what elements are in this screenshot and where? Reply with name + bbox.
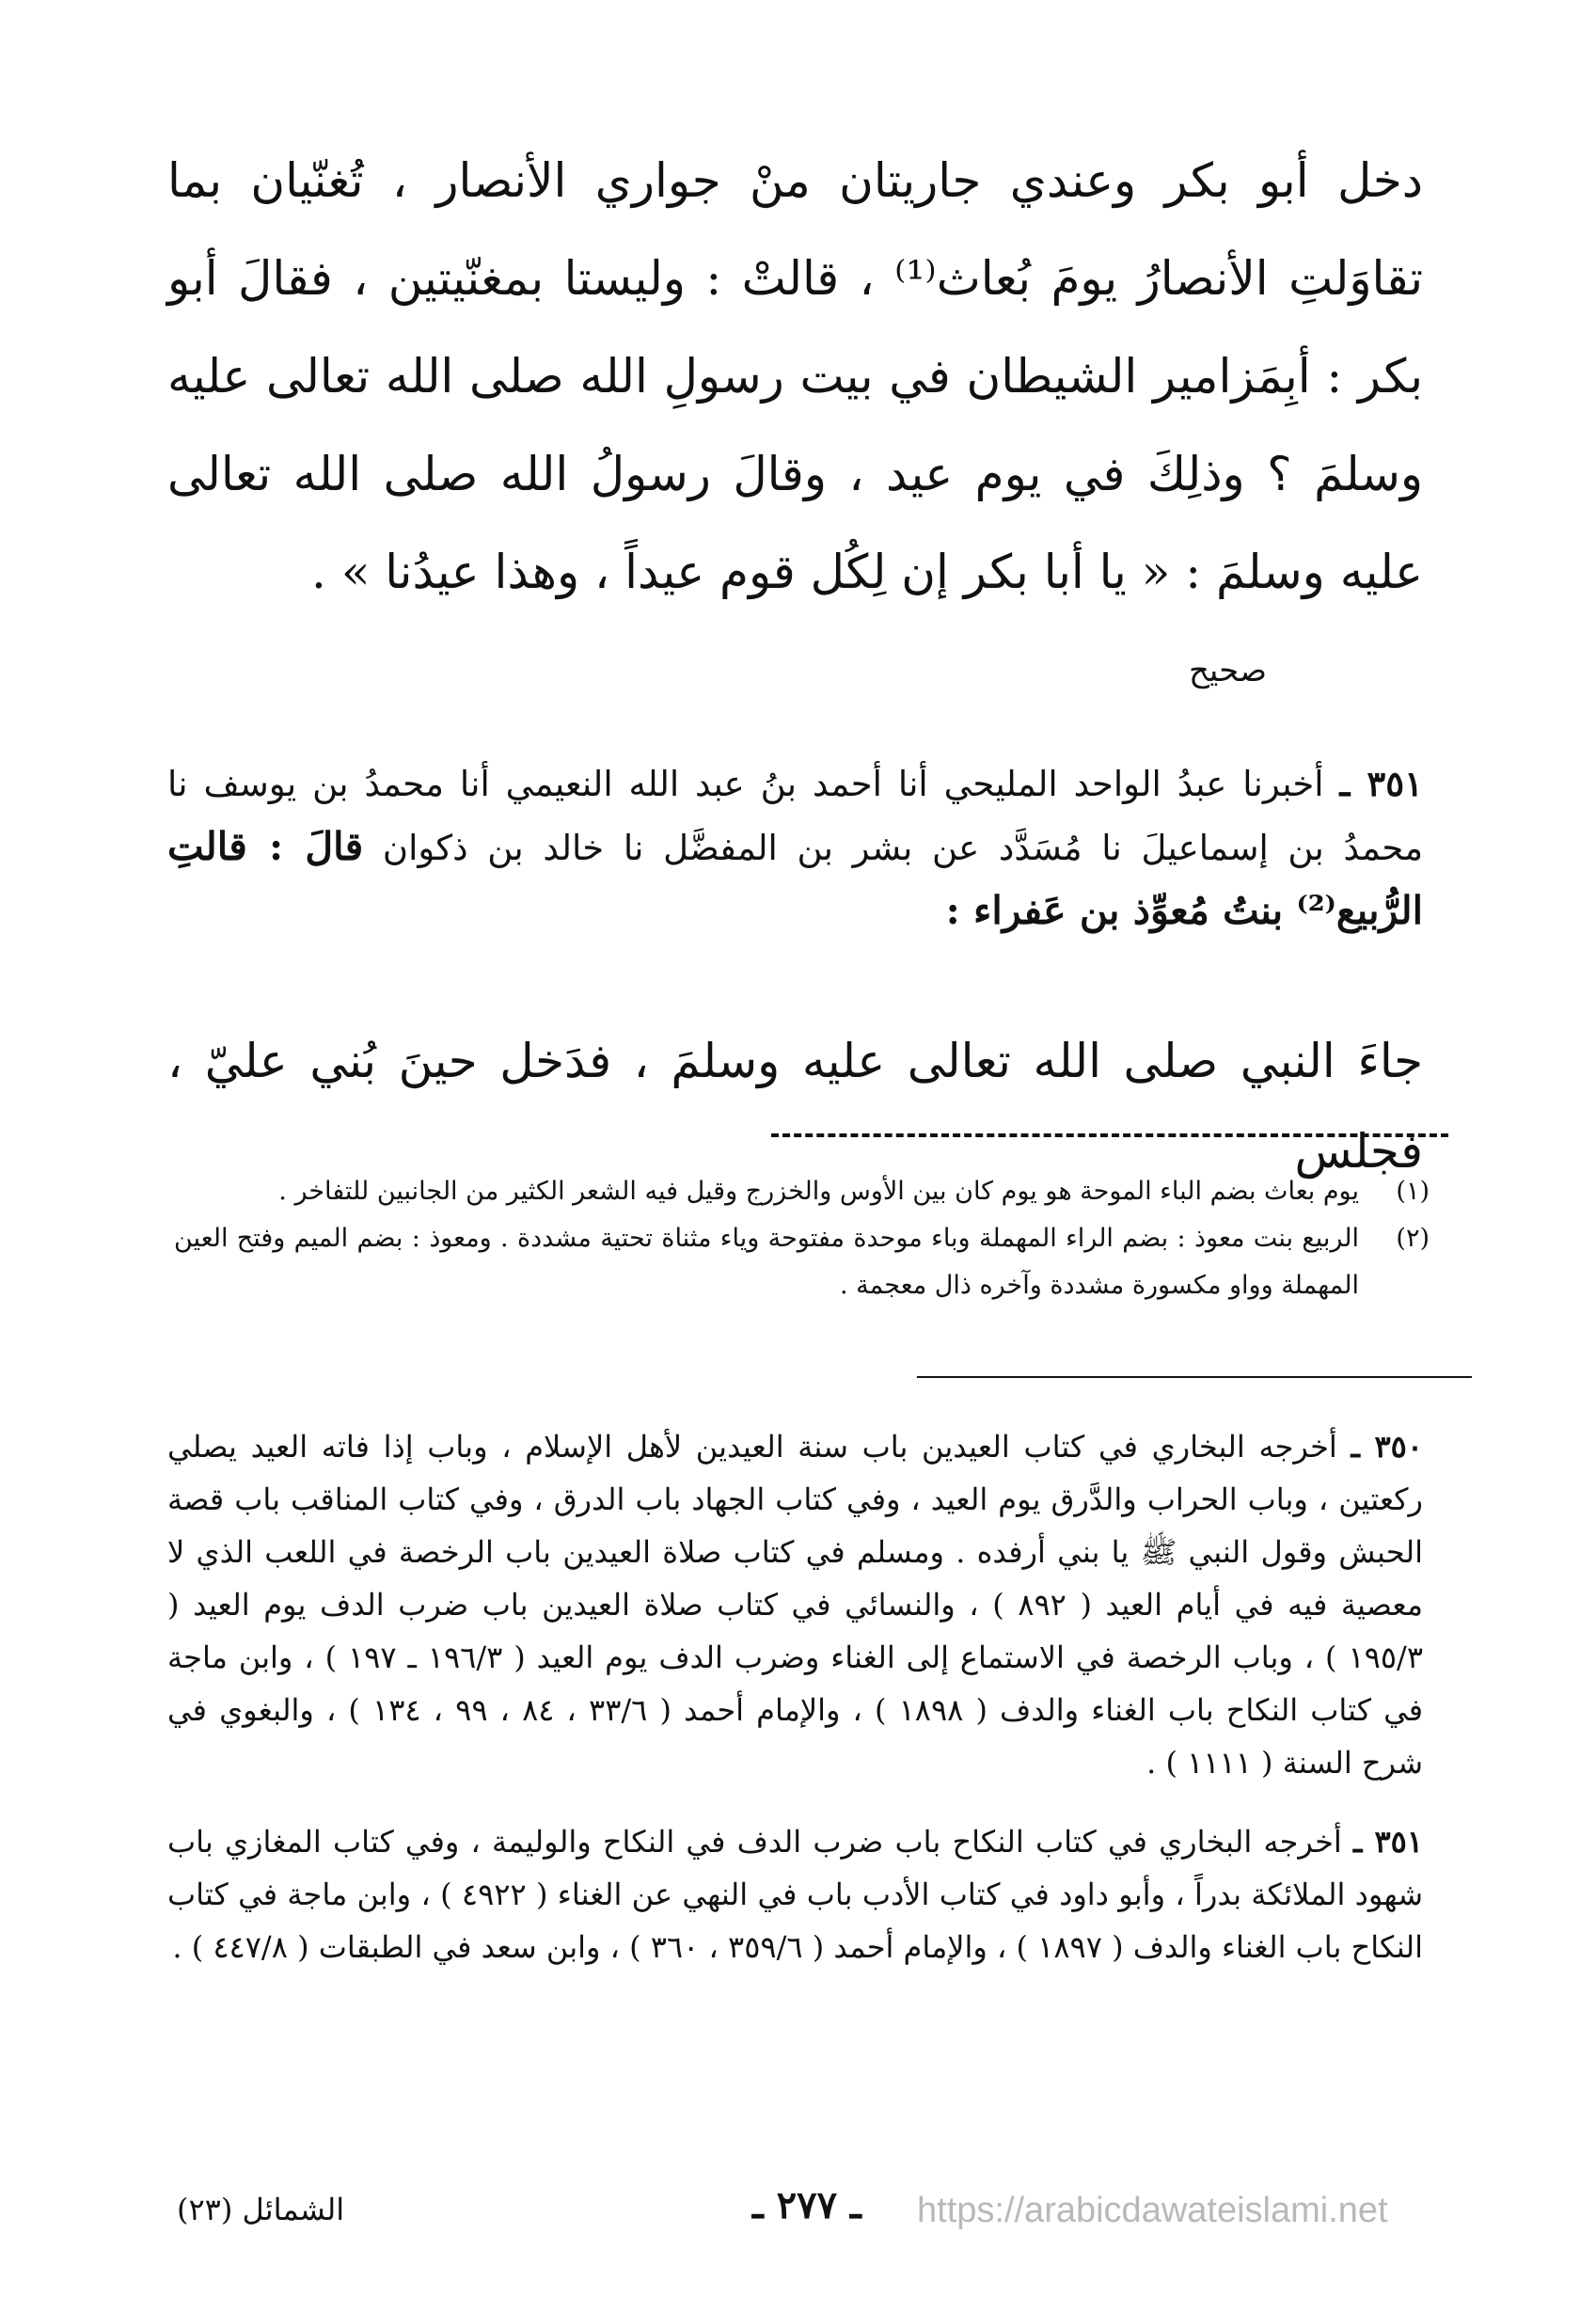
footnote-1-text: يوم بعاث بضم الباء الموحة هو يوم كان بين الأوس والخزرج وقيل فيه الشعر الكثير من الجانبين للتفاخر .: [278, 1177, 1359, 1206]
takhrij-351-number: ٣٥١ ـ: [1352, 1824, 1424, 1860]
takhrij-351: [167, 1815, 1423, 1973]
watermark-url: https://arabicdawateislami.net: [917, 2191, 1388, 2230]
footnote-1-mark: (١): [1396, 1177, 1430, 1206]
book-signature-mark: الشمائل (٢٣): [177, 2192, 345, 2227]
takhrij-350: [167, 1420, 1423, 1789]
hadith-351-isnad: [167, 752, 1423, 943]
hadith-351-narrator: قالَ : قالتِ الرُّبيع⁽²⁾ بنتُ مُعوِّذ بن عَفراء :: [167, 824, 1423, 933]
hadith-351-matn: جاءَ النبي صلى الله تعالى عليه وسلمَ ، فدَخل حينَ بُني عليّ ، فجلس: [167, 1034, 1423, 1179]
takhrij-separator: [917, 1376, 1472, 1378]
footnote-separator: [771, 1133, 1448, 1137]
hadith-351-number: ٣٥١ ـ: [1339, 763, 1423, 804]
hadith-350-text: [167, 132, 1423, 621]
footnote-2: [174, 1215, 1430, 1309]
takhrij-section: [167, 1420, 1423, 2000]
takhrij-351-text: أخرجه البخاري في كتاب النكاح باب ضرب الدف في النكاح والوليمة ، وفي كتاب المغازي باب شهود الملائكة بدراً ، وأبو داود في كتاب الأدب باب في النهي عن الغناء ( ٤٩٢٢ ) ، وابن ماجة في كتاب النكاح باب الغناء والدف ( ١٨٩٧ ) ، والإمام أحمد ( ٣٥٩/٦ ، ٣٦٠ ) ، وابن سعد في الطبقات ( ٤٤٧/٨ ) .: [167, 1824, 1424, 1965]
hadith-grade: صحيح: [1188, 652, 1267, 689]
footnote-2-text: الربيع بنت معوذ : بضم الراء المهملة وباء موحدة مفتوحة وياء مثناة تحتية مشددة . ومعوذ : بضم الميم وفتح العين المهملة وواو مكسورة مشددة وآخره ذال معجمة .: [174, 1224, 1359, 1300]
footnote-2-mark: (٢): [1396, 1224, 1430, 1253]
footnotes: [174, 1168, 1430, 1309]
page-number: ـ ٢٧٧ ـ: [752, 2183, 861, 2227]
takhrij-350-text: أخرجه البخاري في كتاب العيدين باب سنة العيدين لأهل الإسلام ، وباب إذا فاته العيد يصلي ركعتين ، وباب الحراب والدَّرق يوم العيد ، وفي كتاب الجهاد باب الدرق ، وفي كتاب المناقب باب قصة الحبش وقول النبي ﷺ يا بني أرفده . ومسلم في كتاب صلاة العيدين باب الرخصة في اللعب الذي لا معصية فيه في أيام العيد ( ٨٩٢ ) ، والنسائي في كتاب صلاة العيدين باب ضرب الدف يوم العيد ( ١٩٥/٣ ) ، وباب الرخصة في الاستماع إلى الغناء وضرب الدف يوم العيد ( ١٩٦/٣ ـ ١٩٧ ) ، وابن ماجة في كتاب النكاح باب الغناء والدف ( ١٨٩٨ ) ، والإمام أحمد ( ٣٣/٦ ، ٨٤ ، ٩٩ ، ١٣٤ ) ، والبغوي في شرح السنة ( ١١١١ ) .: [167, 1429, 1424, 1781]
takhrij-350-number: ٣٥٠ ـ: [1351, 1429, 1424, 1465]
footnote-1: [174, 1168, 1430, 1215]
hadith-350-paragraph: دخل أبو بكر وعندي جاريتان منْ جواري الأنصار ، تُغنّيان بما تقاوَلتِ الأنصارُ يومَ بُعاث⁽¹⁾ ، قالتْ : وليستا بمغنّيتين ، فقالَ أبو بكر : أبِمَزامير الشيطان في بيت رسولِ الله صلى الله تعالى عليه وسلمَ ؟ وذلِكَ في يوم عيد ، وقالَ رسولُ الله صلى الله تعالى عليه وسلمَ : « يا أبا بكر إن لِكُل قوم عيداً ، وهذا عيدُنا » .: [167, 153, 1423, 599]
hadith-351-chain: أخبرنا عبدُ الواحد المليحي أنا أحمد بنُ عبد الله النعيمي أنا محمدُ بن يوسف نا محمدُ بن إسماعيلَ نا مُسَدَّد عن بشر بن المفضَّل نا خالد بن ذكوان: [167, 764, 1424, 868]
